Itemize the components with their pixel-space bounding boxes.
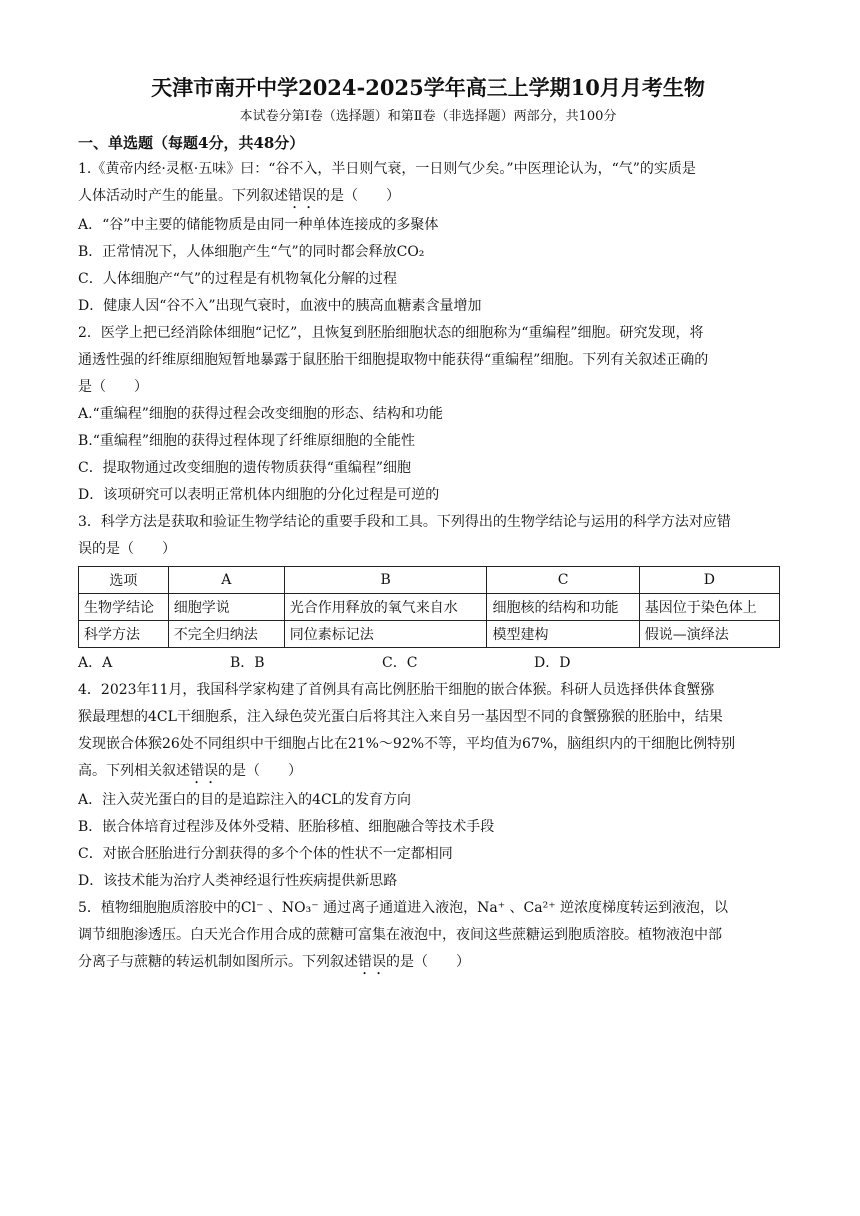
- table-cell: 光合作用释放的氧气来自水: [284, 594, 487, 621]
- option-d: D．该项研究可以表明正常机体内细胞的分化过程是可逆的: [78, 487, 440, 503]
- emphasis-text: 错误: [190, 763, 218, 779]
- option-b: B．正常情况下，人体细胞产生“气”的同时都会释放CO₂: [78, 244, 425, 260]
- table-cell: 细胞核的结构和功能: [487, 594, 639, 621]
- table-cell: A: [168, 567, 284, 594]
- option-d: D．健康人因“谷不入”出现气衰时，血液中的胰高血糖素含量增加: [78, 298, 482, 314]
- table-cell: 基因位于染色体上: [639, 594, 779, 621]
- question-5: [78, 895, 778, 978]
- question-stem: 分离子与蔗糖的转运机制如图所示。下列叙述错误的是（ ）: [78, 954, 470, 970]
- options-row: [78, 650, 778, 677]
- question-stem: 3．科学方法是获取和验证生物学结论的重要手段和工具。下列得出的生物学结论与运用的科学方法对应错: [78, 514, 731, 530]
- option-d: D．该技术能为治疗人类神经退行性疾病提供新思路: [78, 873, 398, 889]
- table-cell: B: [284, 567, 487, 594]
- question-stem: 2．医学上把已经消除体细胞“记忆”，且恢复到胚胎细胞状态的细胞称为“重编程”细胞。研究发现，将: [78, 325, 704, 341]
- table-cell: 不完全归纳法: [168, 621, 284, 648]
- question-stem: 误的是（ ）: [78, 541, 176, 557]
- question-stem: 5．植物细胞胞质溶胶中的Cl⁻ 、NO₃⁻ 通过离子通道进入液泡，Na⁺ 、Ca²⁺ 逆浓度梯度转运到液泡，以: [78, 900, 729, 916]
- exam-page: [78, 70, 778, 978]
- table-cell: 细胞学说: [168, 594, 284, 621]
- emphasis-text: 错误: [288, 188, 316, 204]
- table-cell: 选项: [79, 567, 169, 594]
- section-heading: 一、单选题（每题4分，共48分）: [78, 134, 305, 152]
- table-cell: D: [639, 567, 779, 594]
- question-1: [78, 156, 778, 320]
- methods-table: [78, 566, 780, 648]
- option-c: C．提取物通过改变细胞的遗传物质获得“重编程”细胞: [78, 460, 412, 476]
- table-row: [79, 621, 780, 648]
- option-b: B．嵌合体培育过程涉及体外受精、胚胎移植、细胞融合等技术手段: [78, 819, 495, 835]
- option-d: D．D: [534, 655, 571, 671]
- option-c: C．人体细胞产“气”的过程是有机物氧化分解的过程: [78, 271, 398, 287]
- option-a: A.“重编程”细胞的获得过程会改变细胞的形态、结构和功能: [78, 406, 443, 422]
- table-cell: 生物学结论: [79, 594, 169, 621]
- table-cell: 同位素标记法: [284, 621, 487, 648]
- question-stem: 调节细胞渗透压。白天光合作用合成的蔗糖可富集在液泡中，夜间这些蔗糖运到胞质溶胶。植物液泡中部: [78, 927, 722, 943]
- exam-subtitle: 本试卷分第Ⅰ卷（选择题）和第Ⅱ卷（非选择题）两部分，共100分: [239, 109, 617, 124]
- option-a: A．“谷”中主要的储能物质是由同一种单体连接成的多聚体: [78, 217, 439, 233]
- emphasis-text: 错误: [358, 954, 386, 970]
- question-stem: 人体活动时产生的能量。下列叙述错误的是（ ）: [78, 188, 400, 204]
- question-stem: 猴最理想的4CL干细胞系，注入绿色荧光蛋白后将其注入来自另一基因型不同的食蟹猕猴的胚胎中，结果: [78, 709, 723, 725]
- option-c: C．C: [382, 655, 418, 671]
- question-stem: 1.《黄帝内经·灵枢·五味》曰：“谷不入，半日则气衰，一日则气少矣。”中医理论认为，“气”的实质是: [78, 161, 696, 177]
- question-4: [78, 677, 778, 895]
- question-stem: 4．2023年11月，我国科学家构建了首例具有高比例胚胎干细胞的嵌合体猴。科研人员选择供体食蟹猕: [78, 682, 715, 698]
- table-cell: 假说—演绎法: [639, 621, 779, 648]
- option-c: C．对嵌合胚胎进行分割获得的多个个体的性状不一定都相同: [78, 846, 453, 862]
- question-stem: 通透性强的纤维原细胞短暂地暴露于鼠胚胎干细胞提取物中能获得“重编程”细胞。下列有关叙述正确的: [78, 352, 709, 368]
- table-header-row: [79, 567, 780, 594]
- option-b: B．B: [230, 655, 265, 671]
- question-stem: 发现嵌合体猴26处不同组织中干细胞占比在21%～92%不等，平均值为67%，脑组织内的干细胞比例特别: [78, 736, 736, 752]
- question-2: [78, 320, 778, 509]
- option-a: A．注入荧光蛋白的目的是追踪注入的4CL的发育方向: [78, 792, 412, 808]
- option-a: A．A: [78, 655, 113, 671]
- option-b: B.“重编程”细胞的获得过程体现了纤维原细胞的全能性: [78, 433, 416, 449]
- table-cell: 模型建构: [487, 621, 639, 648]
- question-stem: 高。下列相关叙述错误的是（ ）: [78, 763, 302, 779]
- table-row: [79, 594, 780, 621]
- table-cell: 科学方法: [79, 621, 169, 648]
- exam-title: 天津市南开中学2024-2025学年高三上学期10月月考生物: [151, 75, 705, 100]
- table-cell: C: [487, 567, 639, 594]
- question-3: [78, 509, 778, 677]
- question-stem: 是（ ）: [78, 379, 148, 395]
